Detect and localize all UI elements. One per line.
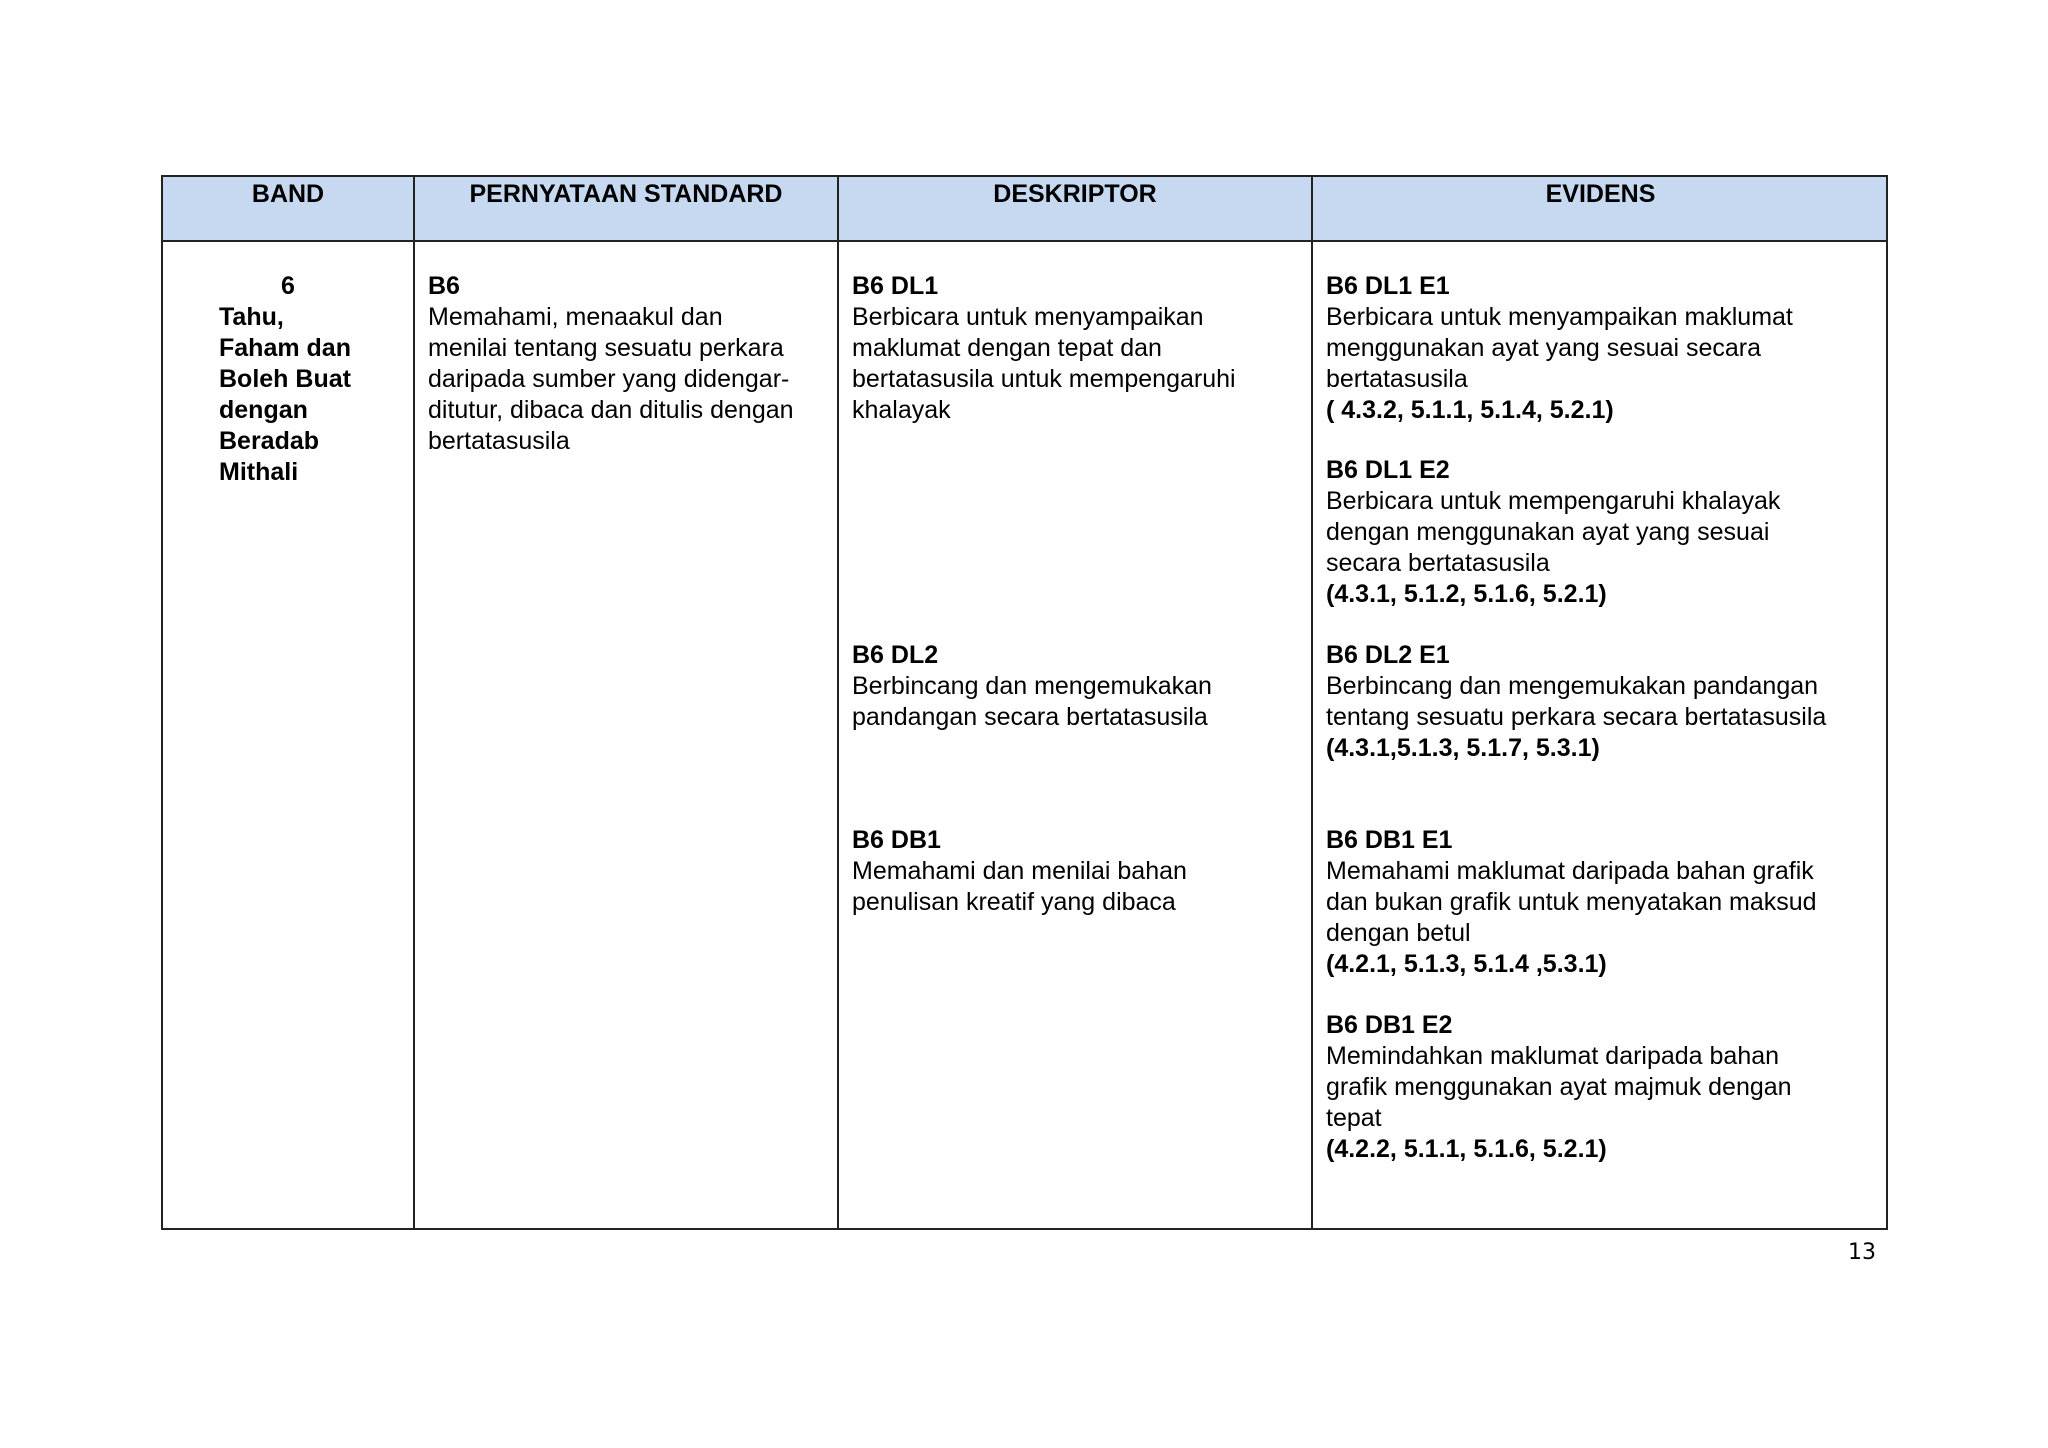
descriptor-item [852, 640, 1212, 733]
standard-cell [428, 271, 794, 457]
band-label-line: Tahu, [219, 303, 284, 331]
evidence-text-line: dan bukan grafik untuk menyatakan maksud [1326, 888, 1817, 916]
evidence-reference: (4.2.1, 5.1.3, 5.1.4 ,5.3.1) [1326, 950, 1607, 978]
header-evidence: EVIDENS [1545, 180, 1656, 208]
descriptor-text-line: Berbincang dan mengemukakan [852, 672, 1212, 700]
evidence-text-line: Berbincang dan mengemukakan pandangan [1326, 672, 1819, 700]
descriptor-text-line: penulisan kreatif yang dibaca [852, 888, 1176, 916]
evidence-text-line: tepat [1326, 1104, 1382, 1132]
band-label-line: Beradab [219, 427, 320, 455]
evidence-reference: (4.3.1, 5.1.2, 5.1.6, 5.2.1) [1326, 580, 1607, 608]
band-label-line: Faham dan [219, 334, 351, 362]
band-label-line: Mithali [219, 458, 299, 486]
descriptor-text-line: Berbicara untuk menyampaikan [852, 303, 1204, 331]
evidence-code: B6 DB1 E2 [1326, 1011, 1453, 1039]
band-label-line: Boleh Buat [219, 365, 351, 393]
descriptor-text-line: khalayak [852, 396, 951, 424]
descriptor-code: B6 DB1 [852, 826, 941, 854]
evidence-item [1326, 640, 1826, 764]
evidence-reference: ( 4.3.2, 5.1.1, 5.1.4, 5.2.1) [1326, 396, 1614, 424]
column-divider [413, 177, 415, 1228]
standard-code: B6 [428, 272, 460, 300]
standard-text-line: ditutur, dibaca dan ditulis dengan [428, 396, 794, 424]
evidence-code: B6 DB1 E1 [1326, 826, 1453, 854]
header-band: BAND [251, 180, 325, 208]
descriptor-text-line: pandangan secara bertatasusila [852, 703, 1208, 731]
evidence-text-line: tentang sesuatu perkara secara bertatasusila [1326, 703, 1827, 731]
descriptor-text-line: Memahami dan menilai bahan [852, 857, 1187, 885]
evidence-item [1326, 1010, 1792, 1165]
evidence-reference: (4.2.2, 5.1.1, 5.1.6, 5.2.1) [1326, 1135, 1607, 1163]
column-divider [837, 177, 839, 1228]
evidence-text-line: Memahami maklumat daripada bahan grafik [1326, 857, 1814, 885]
descriptor-item [852, 825, 1187, 918]
band-number: 6 [281, 272, 295, 300]
descriptor-code: B6 DL2 [852, 641, 939, 669]
standard-text-line: Memahami, menaakul dan [428, 303, 723, 331]
evidence-text-line: bertatasusila [1326, 365, 1468, 393]
rubric-table [161, 175, 1888, 1230]
header-descriptor: DESKRIPTOR [993, 180, 1157, 208]
standard-text-line: bertatasusila [428, 427, 570, 455]
column-divider [1311, 177, 1313, 1228]
evidence-text-line: dengan betul [1326, 919, 1471, 947]
standard-text-line: menilai tentang sesuatu perkara [428, 334, 784, 362]
evidence-text-line: secara bertatasusila [1326, 549, 1550, 577]
evidence-code: B6 DL2 E1 [1326, 641, 1450, 669]
descriptor-text-line: maklumat dengan tepat dan [852, 334, 1162, 362]
header-standard: PERNYATAAN STANDARD [469, 180, 783, 208]
evidence-code: B6 DL1 E2 [1326, 456, 1450, 484]
descriptor-code: B6 DL1 [852, 272, 939, 300]
page-number: 13 [1848, 1240, 1876, 1265]
evidence-code: B6 DL1 E1 [1326, 272, 1450, 300]
evidence-text-line: Berbicara untuk menyampaikan maklumat [1326, 303, 1793, 331]
evidence-text-line: Berbicara untuk mempengaruhi khalayak [1326, 487, 1781, 515]
standard-text-line: daripada sumber yang didengar- [428, 365, 790, 393]
band-cell [219, 271, 351, 488]
evidence-item [1326, 455, 1780, 610]
evidence-item [1326, 271, 1793, 426]
evidence-text-line: Memindahkan maklumat daripada bahan [1326, 1042, 1780, 1070]
evidence-item [1326, 825, 1817, 980]
band-label-line: dengan [219, 396, 308, 424]
evidence-text-line: menggunakan ayat yang sesuai secara [1326, 334, 1762, 362]
evidence-text-line: dengan menggunakan ayat yang sesuai [1326, 518, 1770, 546]
descriptor-text-line: bertatasusila untuk mempengaruhi [852, 365, 1236, 393]
evidence-text-line: grafik menggunakan ayat majmuk dengan [1326, 1073, 1792, 1101]
evidence-reference: (4.3.1,5.1.3, 5.1.7, 5.3.1) [1326, 734, 1600, 762]
descriptor-item [852, 271, 1236, 426]
